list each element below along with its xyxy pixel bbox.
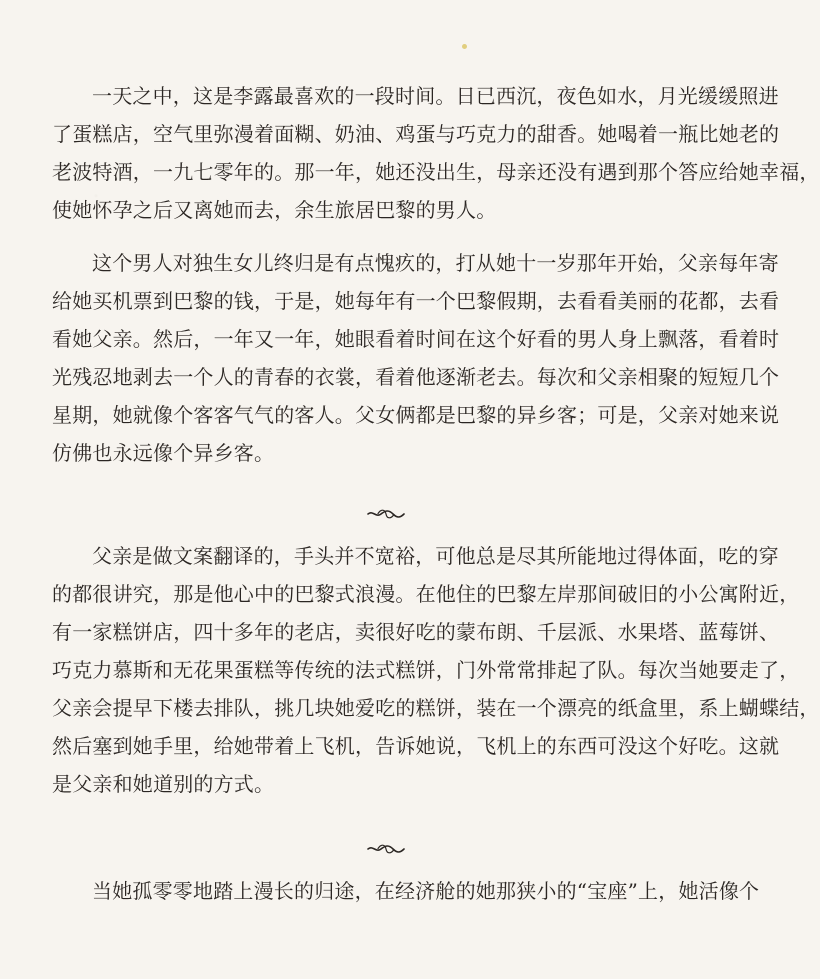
- text-line: 巧克力慕斯和无花果蛋糕等传统的法式糕饼，门外常常排起了队。每次当她要走了，: [52, 658, 800, 682]
- text-line: 这个男人对独生女儿终归是有点愧疚的，打从她十一岁那年开始，父亲每年寄: [92, 251, 779, 275]
- text-line: 有一家糕饼店，四十多年的老店，卖很好吃的蒙布朗、千层派、水果塔、蓝莓饼、: [52, 620, 780, 644]
- text-line: 老波特酒，一九七零年的。那一年，她还没出生，母亲还没有遇到那个答应给她幸福，: [52, 160, 820, 184]
- paragraph-4: [52, 872, 760, 910]
- text-line: 光残忍地剥去一个人的青春的衣裳，看着他逐渐老去。每次和父亲相聚的短短几个: [52, 365, 780, 389]
- section-divider-ornament: [366, 842, 406, 856]
- text-line: 父亲是做文案翻译的，手头并不宽裕，可他总是尽其所能地过得体面，吃的穿: [92, 544, 779, 568]
- text-line: 是父亲和她道别的方式。: [52, 772, 275, 796]
- text-line: 一天之中，这是李露最喜欢的一段时间。日已西沉，夜色如水，月光缓缓照进: [92, 84, 779, 108]
- text-line: 给她买机票到巴黎的钱，于是，她每年有一个巴黎假期，去看看美丽的花都，去看: [52, 289, 780, 313]
- text-line: 当她孤零零地踏上漫长的归途，在经济舱的她那狭小的“宝座”上，她活像个: [92, 879, 760, 903]
- text-line: 了蛋糕店，空气里弥漫着面糊、奶油、鸡蛋与巧克力的甜香。她喝着一瓶比她老的: [52, 122, 780, 146]
- paper-fleck: [462, 44, 467, 49]
- paragraph-3: [52, 537, 820, 803]
- text-line: 仿佛也永远像个异乡客。: [52, 441, 275, 465]
- text-line: 然后塞到她手里，给她带着上飞机，告诉她说，飞机上的东西可没这个好吃。这就: [52, 734, 780, 758]
- section-divider-ornament: [366, 507, 406, 521]
- text-line: 使她怀孕之后又离她而去，余生旅居巴黎的男人。: [52, 198, 497, 222]
- text-line: 父亲会提早下楼去排队，挑几块她爱吃的糕饼，装在一个漂亮的纸盒里，系上蝴蝶结，: [52, 696, 820, 720]
- text-line: 看她父亲。然后，一年又一年，她眼看着时间在这个好看的男人身上飘落，看着时: [52, 327, 780, 351]
- paragraph-2: [52, 244, 780, 472]
- paragraph-1: [52, 77, 820, 229]
- text-line: 的都很讲究，那是他心中的巴黎式浪漫。在他住的巴黎左岸那间破旧的小公寓附近，: [52, 582, 800, 606]
- text-line: 星期，她就像个客客气气的客人。父女俩都是巴黎的异乡客；可是，父亲对她来说: [52, 403, 780, 427]
